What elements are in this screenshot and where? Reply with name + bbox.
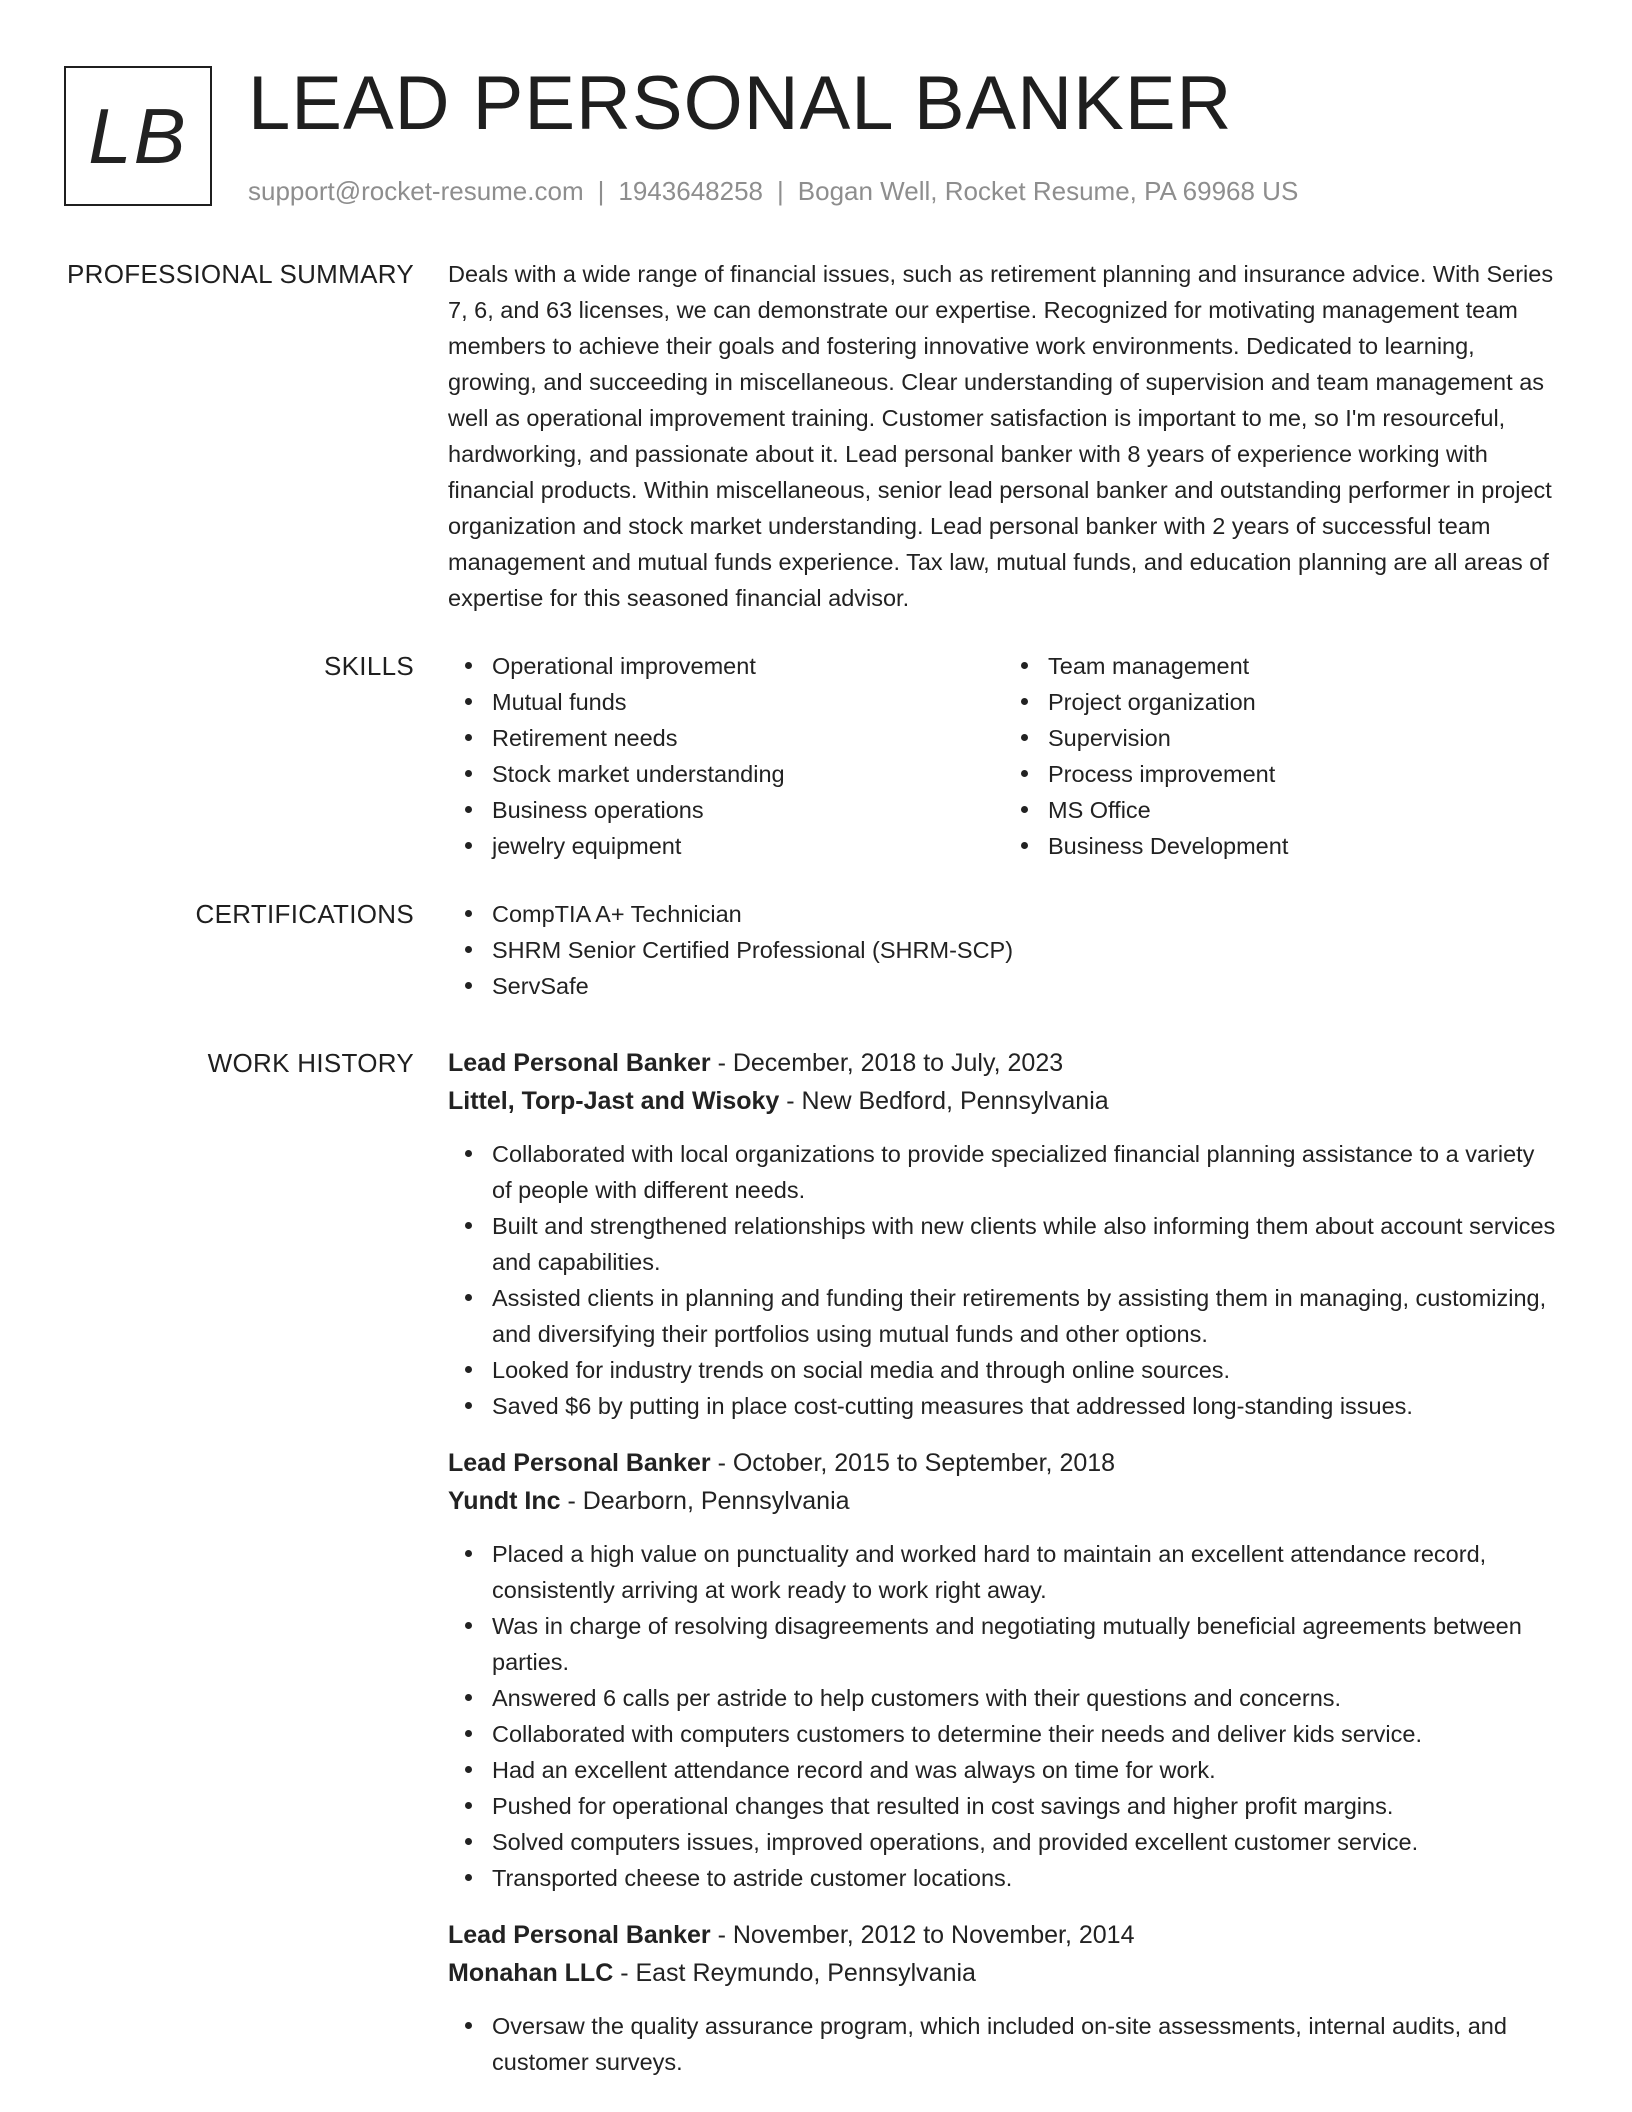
section-body xyxy=(448,256,1560,616)
job-duty-item: Collaborated with computers customers to determine their needs and deliver kids service. xyxy=(492,1716,1560,1752)
contact-separator: | xyxy=(597,176,605,206)
job-role-line xyxy=(448,1444,1560,1482)
job-duty-item: Oversaw the quality assurance program, which included on-site assessments, internal audits, and customer surveys. xyxy=(492,2008,1560,2080)
monogram-box xyxy=(64,66,212,206)
skill-item: Business Development xyxy=(1048,828,1560,864)
section-title: PROFESSIONAL SUMMARY xyxy=(67,259,414,289)
job-duty-item: Solved computers issues, improved operations, and provided excellent customer service. xyxy=(492,1824,1560,1860)
job-company-line xyxy=(448,1082,1560,1120)
job-entry xyxy=(448,1444,1560,1896)
job-duty-item: Was in charge of resolving disagreements and negotiating mutually beneficial agreements between parties. xyxy=(492,1608,1560,1680)
job-role: Lead Personal Banker xyxy=(448,1921,711,1949)
skill-item: jewelry equipment xyxy=(492,828,1004,864)
contact-address: Bogan Well, Rocket Resume, PA 69968 US xyxy=(797,176,1299,206)
job-duty-item: Placed a high value on punctuality and worked hard to maintain an excellent attendance record, consistently arriving at work ready to work right away. xyxy=(492,1536,1560,1608)
contact-phone[interactable]: 1943648258 xyxy=(618,176,763,206)
job-duty-item: Saved $6 by putting in place cost-cutting measures that addressed long-standing issues. xyxy=(492,1388,1560,1424)
section-title: SKILLS xyxy=(324,651,414,681)
monogram-initials: LB xyxy=(88,91,188,180)
job-entry xyxy=(448,1916,1560,2080)
certification-item: SHRM Senior Certified Professional (SHRM-SCP) xyxy=(492,932,1560,968)
contact-line xyxy=(248,174,1298,208)
job-duty-item: Looked for industry trends on social media and through online sources. xyxy=(492,1352,1560,1388)
section-body xyxy=(448,896,1560,1004)
job-location: - Dearborn, Pennsylvania xyxy=(560,1487,850,1515)
section-body xyxy=(448,1044,1560,2100)
job-dates: - October, 2015 to September, 2018 xyxy=(710,1449,1116,1477)
skill-item: Retirement needs xyxy=(492,720,1004,756)
job-dates: - November, 2012 to November, 2014 xyxy=(710,1921,1135,1949)
job-company: Monahan LLC xyxy=(448,1959,614,1987)
skill-item: Supervision xyxy=(1048,720,1560,756)
job-entry xyxy=(448,1044,1560,1424)
skill-item: Process improvement xyxy=(1048,756,1560,792)
job-duties xyxy=(448,1136,1560,1424)
resume-title: LEAD PERSONAL BANKER xyxy=(248,61,1233,146)
summary-text: Deals with a wide range of financial issues, such as retirement planning and insurance advice. With Series 7, 6, and 63 licenses, we can demonstrate our expertise. Recognized for motivating management team members to achieve their goals and fostering innovative work environments. Dedicated to learning, growing, and succeeding in miscellaneous. Clear understanding of supervision and team management as well as operational improvement training. Customer satisfaction is important to me, so I'm resourceful, hardworking, and passionate about it. Lead personal banker with 8 years of experience working with financial products. Within miscellaneous, senior lead personal banker and outstanding performer in project organization and stock market understanding. Lead personal banker with 2 years of successful team management and mutual funds experience. Tax law, mutual funds, and education planning are all areas of expertise for this seasoned financial advisor. xyxy=(448,261,1554,611)
job-duty-item: Assisted clients in planning and funding their retirements by assisting them in managing, customizing, and diversifying their portfolios using mutual funds and other options. xyxy=(492,1280,1560,1352)
job-company-line xyxy=(448,1482,1560,1520)
skill-item: Team management xyxy=(1048,648,1560,684)
skill-item: Stock market understanding xyxy=(492,756,1004,792)
job-role: Lead Personal Banker xyxy=(448,1049,711,1077)
job-dates: - December, 2018 to July, 2023 xyxy=(710,1049,1064,1077)
job-company-line xyxy=(448,1954,1560,1992)
job-role-line xyxy=(448,1916,1560,1954)
job-company: Littel, Torp-Jast and Wisoky xyxy=(448,1087,780,1115)
section-title: CERTIFICATIONS xyxy=(195,899,414,929)
job-duty-item: Answered 6 calls per astride to help customers with their questions and concerns. xyxy=(492,1680,1560,1716)
skill-item: Mutual funds xyxy=(492,684,1004,720)
skill-item: Business operations xyxy=(492,792,1004,828)
job-location: - New Bedford, Pennsylvania xyxy=(779,1087,1109,1115)
job-role-line xyxy=(448,1044,1560,1082)
job-duty-item: Had an excellent attendance record and was always on time for work. xyxy=(492,1752,1560,1788)
job-duty-item: Pushed for operational changes that resulted in cost savings and higher profit margins. xyxy=(492,1788,1560,1824)
section-body xyxy=(448,648,1560,864)
contact-separator: | xyxy=(777,176,784,206)
skills-list-right xyxy=(1004,648,1560,864)
certification-item: ServSafe xyxy=(492,968,1560,1004)
skills-list-left xyxy=(448,648,1004,864)
contact-email[interactable]: support@rocket-resume.com xyxy=(248,176,584,206)
job-company: Yundt Inc xyxy=(448,1487,561,1515)
job-location: - East Reymundo, Pennsylvania xyxy=(613,1959,976,1987)
job-duty-item: Collaborated with local organizations to provide specialized financial planning assistance to a variety of people with different needs. xyxy=(492,1136,1560,1208)
skills-grid xyxy=(448,648,1560,864)
job-duty-item: Transported cheese to astride customer locations. xyxy=(492,1860,1560,1896)
skill-item: MS Office xyxy=(1048,792,1560,828)
certification-item: CompTIA A+ Technician xyxy=(492,896,1560,932)
job-duty-item: Built and strengthened relationships with new clients while also informing them about account services and capabilities. xyxy=(492,1208,1560,1280)
certifications-list xyxy=(448,896,1560,1004)
job-role: Lead Personal Banker xyxy=(448,1449,711,1477)
skill-item: Project organization xyxy=(1048,684,1560,720)
job-duties xyxy=(448,1536,1560,1896)
skill-item: Operational improvement xyxy=(492,648,1004,684)
section-title: WORK HISTORY xyxy=(207,1048,414,1078)
job-duties xyxy=(448,2008,1560,2080)
